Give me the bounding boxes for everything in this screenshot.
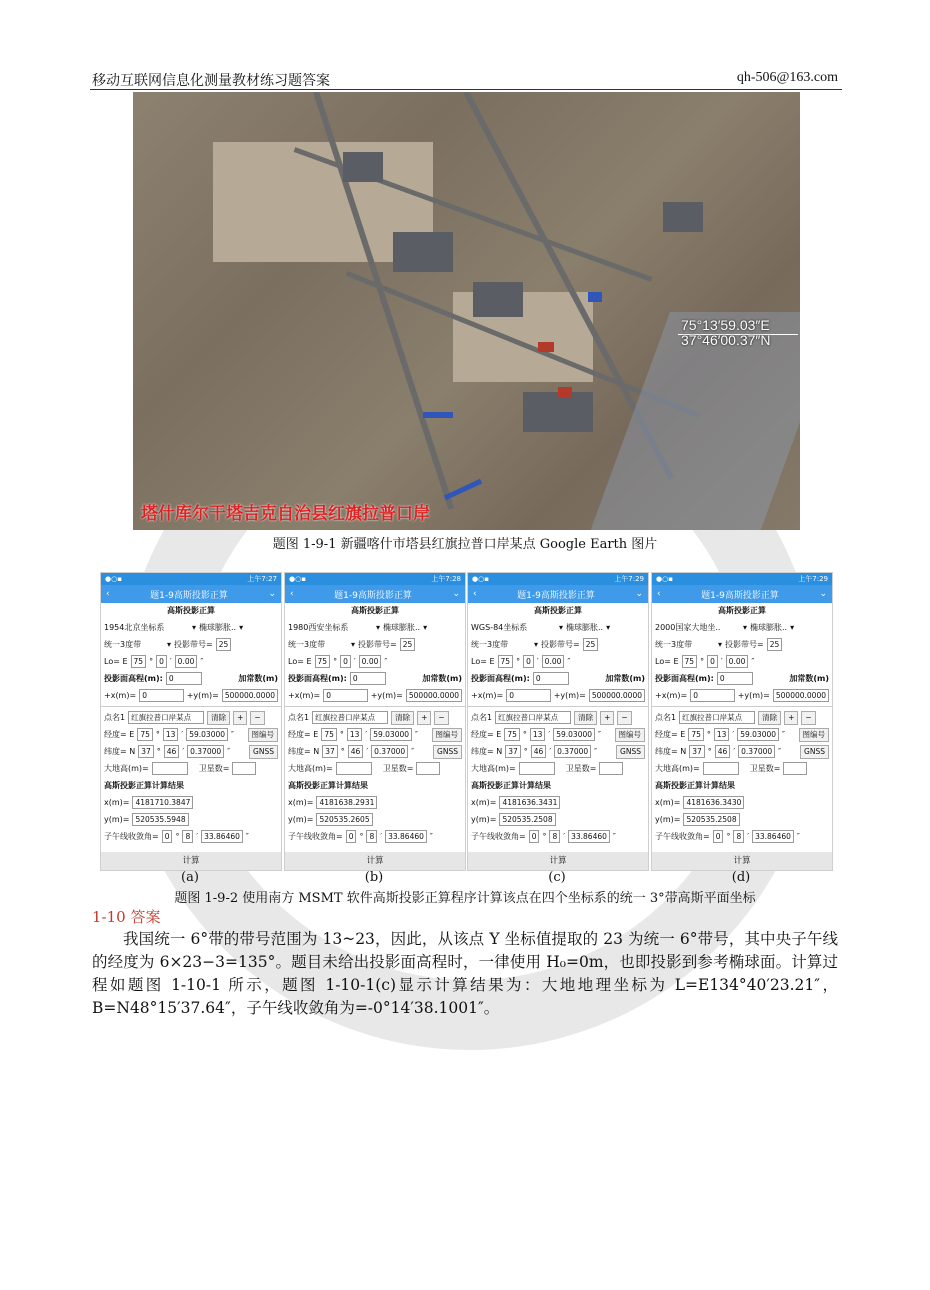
height-input[interactable]: 0 [533, 672, 569, 685]
title-bar [468, 585, 648, 603]
coord-system-select[interactable]: 1954北京坐标系 [104, 623, 165, 632]
x-label: x(m)= [471, 798, 497, 807]
y-label: y(m)= [288, 815, 314, 824]
y-label: y(m)= [655, 815, 681, 824]
y-result: 520535.2508 [683, 813, 739, 826]
lon-second-input[interactable]: 59.03000 [370, 728, 412, 741]
status-icons: ●○▪ [656, 575, 673, 583]
x-result: 4181636.3431 [499, 796, 560, 809]
photo-overlay-text: 塔什库尔干塔吉克自治县红旗拉普口岸 [141, 504, 430, 524]
point-name-input[interactable]: 红旗拉普口岸某点 [679, 711, 755, 724]
chevron-down-icon[interactable]: ▾ [718, 640, 723, 649]
point-label: 点名1 [471, 713, 493, 722]
panel-letter: (d) [731, 870, 751, 885]
lo-label: Lo= E [655, 657, 679, 666]
ellipsoid-select[interactable]: 椭球膨胀.. [199, 623, 237, 632]
header-email: qh-506@163.com [736, 70, 838, 85]
lat-minute-input[interactable]: 46 [164, 745, 180, 758]
chevron-down-icon[interactable]: ▾ [790, 623, 795, 632]
chevron-down-icon[interactable]: ▾ [239, 623, 244, 632]
chevron-down-icon[interactable]: ▾ [559, 623, 564, 632]
zone-input[interactable]: 25 [216, 638, 232, 651]
app-screenshot: ●○▪ 上午7:27 ‹ 题1-9高斯投影正算 ⌄ 高斯投影正算 1954北京坐标系 ▾ 椭球膨胀.. ▾ 统一3度带 ▾ 投影带号= 25 Lo= E 75 ° 0 ′ 0.00 ″ 投影面高程(m): 0 加常数(m) +x(m)= 0 +y(m)= 500000.0000 点名1 红旗拉普口岸某点 清除 + − 经度= E 75 ° 13 ′ 59.03000 ″ 图编号 纬度= N 37 ° 46 ′ 0.37000 ″ GNSS 大地高(m)= 卫星数= 高斯投影正算计算结果 x(m)= 4181710.3847 y(m)= 520535.5948 子午线收敛角= 0 ° 8 ′ 33.86460 ″ 计算 [100, 572, 282, 871]
title-bar [652, 585, 832, 603]
lo-minute-input[interactable]: 0 [523, 655, 534, 668]
convergence-label: 子午线收敛角= [655, 832, 710, 841]
point-name-input[interactable]: 红旗拉普口岸某点 [128, 711, 204, 724]
lat-second-input[interactable]: 0.37000 [738, 745, 775, 758]
x-result: 4181638.2931 [316, 796, 377, 809]
px-input[interactable]: 0 [323, 689, 368, 702]
clear-button[interactable]: 清除 [758, 711, 781, 725]
building [523, 392, 593, 432]
gnss-button[interactable]: GNSS [616, 745, 645, 759]
lat-label: 纬度= N [104, 747, 136, 756]
lon-degree-input[interactable]: 75 [504, 728, 520, 741]
height-label: 投影面高程(m): [104, 674, 163, 683]
lat-second-input[interactable]: 0.37000 [371, 745, 408, 758]
coord-system-select[interactable]: 2000国家大地坐.. [655, 623, 721, 632]
ellipsoid-select[interactable]: 椭球膨胀.. [750, 623, 788, 632]
back-icon[interactable]: ‹ [473, 589, 477, 599]
lo-label: Lo= E [471, 657, 495, 666]
collapse-icon[interactable]: ⌄ [452, 589, 460, 599]
geo-height-label: 大地高(m)= [288, 764, 333, 773]
zone-label: 投影带号= [358, 640, 397, 649]
screen-title: 题1-9高斯投影正算 [701, 590, 779, 601]
remove-button[interactable]: − [250, 711, 264, 725]
ellipsoid-select[interactable]: 椭球膨胀.. [566, 623, 604, 632]
satellite-label: 卫星数= [382, 764, 414, 773]
clear-button[interactable]: 清除 [207, 711, 230, 725]
title-bar [101, 585, 281, 603]
clear-button[interactable]: 清除 [574, 711, 597, 725]
zone-input[interactable]: 25 [583, 638, 599, 651]
add-const-label: 加常数(m) [422, 674, 462, 683]
lon-label: 经度= E [288, 730, 319, 739]
coord-label [681, 318, 770, 348]
remove-button[interactable]: − [434, 711, 448, 725]
coord-latitude: 37°46′00.37″N [681, 332, 771, 348]
section-heading: 高斯投影正算 [351, 606, 399, 615]
y-result: 520535.2508 [499, 813, 555, 826]
conv-degree: 0 [346, 830, 357, 843]
lo-second-input[interactable]: 0.00 [359, 655, 382, 668]
geo-height-input[interactable] [703, 762, 739, 775]
y-result: 520535.2605 [316, 813, 372, 826]
status-time: 上午7:29 [614, 575, 644, 583]
lat-minute-input[interactable]: 46 [348, 745, 364, 758]
lon-minute-input[interactable]: 13 [347, 728, 363, 741]
chevron-down-icon[interactable]: ▾ [423, 623, 428, 632]
x-label: x(m)= [655, 798, 681, 807]
status-icons: ●○▪ [105, 575, 122, 583]
lon-minute-input[interactable]: 13 [163, 728, 179, 741]
py-input[interactable]: 500000.0000 [222, 689, 278, 702]
conv-minute: 8 [366, 830, 377, 843]
lat-degree-input[interactable]: 37 [689, 745, 705, 758]
lon-degree-input[interactable]: 75 [137, 728, 153, 741]
height-label: 投影面高程(m): [655, 674, 714, 683]
remove-button[interactable]: − [801, 711, 815, 725]
map-number-button[interactable]: 图编号 [248, 728, 279, 742]
app-screenshot: ●○▪ 上午7:28 ‹ 题1-9高斯投影正算 ⌄ 高斯投影正算 1980西安坐标系 ▾ 椭球膨胀.. ▾ 统一3度带 ▾ 投影带号= 25 Lo= E 75 ° 0 ′ 0.00 ″ 投影面高程(m): 0 加常数(m) +x(m)= 0 +y(m)= 500000.0000 点名1 红旗拉普口岸某点 清除 + − 经度= E 75 ° 13 ′ 59.03000 ″ 图编号 纬度= N 37 ° 46 ′ 0.37000 ″ GNSS 大地高(m)= 卫星数= 高斯投影正算计算结果 x(m)= 4181638.2931 y(m)= 520535.2605 子午线收敛角= 0 ° 8 ′ 33.86460 ″ 计算 [284, 572, 466, 871]
add-button[interactable]: + [600, 711, 614, 725]
conv-minute: 8 [182, 830, 193, 843]
add-button[interactable]: + [417, 711, 431, 725]
conv-second: 33.86460 [568, 830, 610, 843]
lat-degree-input[interactable]: 37 [505, 745, 521, 758]
x-result: 4181710.3847 [132, 796, 193, 809]
convergence-label: 子午线收敛角= [104, 832, 159, 841]
py-input[interactable]: 500000.0000 [773, 689, 829, 702]
title-bar [285, 585, 465, 603]
add-button[interactable]: + [233, 711, 247, 725]
coord-system-select[interactable]: 1980西安坐标系 [288, 623, 349, 632]
chevron-down-icon[interactable]: ▾ [534, 640, 539, 649]
py-input[interactable]: 500000.0000 [589, 689, 645, 702]
point-label: 点名1 [104, 713, 126, 722]
lat-minute-input[interactable]: 46 [715, 745, 731, 758]
clear-button[interactable]: 清除 [391, 711, 414, 725]
status-bar [468, 573, 648, 585]
px-label: +x(m)= [655, 691, 688, 700]
add-const-label: 加常数(m) [789, 674, 829, 683]
map-number-button[interactable]: 图编号 [432, 728, 463, 742]
point-label: 点名1 [655, 713, 677, 722]
status-bar [285, 573, 465, 585]
lon-label: 经度= E [471, 730, 502, 739]
lo-second-input[interactable]: 0.00 [726, 655, 749, 668]
y-label: y(m)= [104, 815, 130, 824]
lat-label: 纬度= N [655, 747, 687, 756]
geo-height-label: 大地高(m)= [655, 764, 700, 773]
lo-label: Lo= E [288, 657, 312, 666]
py-label: +y(m)= [553, 691, 586, 700]
lo-second-input[interactable]: 0.00 [542, 655, 565, 668]
py-label: +y(m)= [186, 691, 219, 700]
conv-minute: 8 [733, 830, 744, 843]
lo-second-input[interactable]: 0.00 [175, 655, 198, 668]
calculate-button[interactable]: 计算 [468, 852, 648, 870]
conv-second: 33.86460 [201, 830, 243, 843]
divider [468, 706, 648, 707]
section-heading: 高斯投影正算 [718, 606, 766, 615]
calculate-button[interactable]: 计算 [285, 852, 465, 870]
screen-title: 题1-9高斯投影正算 [150, 590, 228, 601]
result-heading: 高斯投影正算计算结果 [655, 781, 735, 790]
zone-label: 投影带号= [725, 640, 764, 649]
satellite-input[interactable] [599, 762, 623, 775]
x-label: x(m)= [288, 798, 314, 807]
geo-height-label: 大地高(m)= [471, 764, 516, 773]
screen-title: 题1-9高斯投影正算 [517, 590, 595, 601]
result-heading: 高斯投影正算计算结果 [104, 781, 184, 790]
blue-roof [588, 292, 602, 302]
height-label: 投影面高程(m): [471, 674, 530, 683]
collapse-icon[interactable]: ⌄ [635, 589, 643, 599]
status-time: 上午7:28 [431, 575, 461, 583]
map-number-button[interactable]: 图编号 [799, 728, 830, 742]
section-title: 1-10 答案 [92, 908, 161, 926]
conv-second: 33.86460 [385, 830, 427, 843]
red-roof [538, 342, 554, 352]
ellipsoid-select[interactable]: 椭球膨胀.. [383, 623, 421, 632]
calculate-button[interactable]: 计算 [101, 852, 281, 870]
map-number-button[interactable]: 图编号 [615, 728, 646, 742]
divider [101, 706, 281, 707]
status-time: 上午7:29 [798, 575, 828, 583]
geo-height-input[interactable] [519, 762, 555, 775]
zone-input[interactable]: 25 [767, 638, 783, 651]
py-input[interactable]: 500000.0000 [406, 689, 462, 702]
blue-roof [444, 479, 482, 500]
panel-letter: (b) [364, 870, 384, 885]
px-label: +x(m)= [104, 691, 137, 700]
lon-degree-input[interactable]: 75 [688, 728, 704, 741]
zone-type-select[interactable]: 统一3度带 [288, 640, 326, 649]
status-time: 上午7:27 [247, 575, 277, 583]
coord-longitude: 75°13′59.03″E [681, 317, 770, 333]
satellite-input[interactable] [416, 762, 440, 775]
chevron-down-icon[interactable]: ▾ [376, 623, 381, 632]
back-icon[interactable]: ‹ [657, 589, 661, 599]
zone-type-select[interactable]: 统一3度带 [655, 640, 693, 649]
zone-input[interactable]: 25 [400, 638, 416, 651]
add-const-label: 加常数(m) [238, 674, 278, 683]
satellite-photo [133, 92, 800, 530]
point-label: 点名1 [288, 713, 310, 722]
lo-minute-input[interactable]: 0 [156, 655, 167, 668]
section-heading: 高斯投影正算 [167, 606, 215, 615]
coord-system-select[interactable]: WGS-84坐标系 [471, 623, 528, 632]
chevron-down-icon[interactable]: ▾ [167, 640, 172, 649]
lo-degree-input[interactable]: 75 [498, 655, 514, 668]
back-icon[interactable]: ‹ [106, 589, 110, 599]
chevron-down-icon[interactable]: ▾ [606, 623, 611, 632]
back-icon[interactable]: ‹ [290, 589, 294, 599]
header-rule [90, 89, 842, 90]
lon-second-input[interactable]: 59.03000 [737, 728, 779, 741]
lon-degree-input[interactable]: 75 [321, 728, 337, 741]
panel-letter: (a) [181, 870, 199, 885]
app-screenshot: ●○▪ 上午7:29 ‹ 题1-9高斯投影正算 ⌄ 高斯投影正算 WGS-84坐标系 ▾ 椭球膨胀.. ▾ 统一3度带 ▾ 投影带号= 25 Lo= E 75 ° 0 ′ 0.00 ″ 投影面高程(m): 0 加常数(m) +x(m)= 0 +y(m)= 500000.0000 点名1 红旗拉普口岸某点 清除 + − 经度= E 75 ° 13 ′ 59.03000 ″ 图编号 纬度= N 37 ° 46 ′ 0.37000 ″ GNSS 大地高(m)= 卫星数= 高斯投影正算计算结果 x(m)= 4181636.3431 y(m)= 520535.2508 子午线收敛角= 0 ° 8 ′ 33.86460 ″ 计算 [467, 572, 649, 871]
point-name-input[interactable]: 红旗拉普口岸某点 [495, 711, 571, 724]
building [663, 202, 703, 232]
conv-degree: 0 [713, 830, 724, 843]
py-label: +y(m)= [737, 691, 770, 700]
calculate-button[interactable]: 计算 [652, 852, 832, 870]
figure2-caption: 题图 1-9-2 使用南方 MSMT 软件高斯投影正算程序计算该点在四个坐标系的统一 3°带高斯平面坐标 [174, 891, 756, 906]
satellite-input[interactable] [232, 762, 256, 775]
blue-roof [423, 412, 453, 418]
answer-paragraph: 我国统一 6°带的带号范围为 13~23，因此，从该点 Y 坐标值提取的 23 为统一 6°带号，其中央子午线的经度为 6×23−3=135°。题目未给出投影面高程时，一律使用 H₀=0m，也即投影到参考椭球面。计算过程如题图 1-10-1 所示，题图 1-10-1(c)显示计算结果为：大地地理坐标为 L=E134°40′23.21″，B=N48°15′37.64″，子午线收敛角为=-0°14′38.1001″。 [92, 930, 838, 1017]
x-label: x(m)= [104, 798, 130, 807]
satellite-input[interactable] [783, 762, 807, 775]
height-input[interactable]: 0 [717, 672, 753, 685]
building [343, 152, 383, 182]
building [473, 282, 523, 317]
result-heading: 高斯投影正算计算结果 [471, 781, 551, 790]
screen-title: 题1-9高斯投影正算 [334, 590, 412, 601]
lo-minute-input[interactable]: 0 [707, 655, 718, 668]
lat-degree-input[interactable]: 37 [322, 745, 338, 758]
satellite-label: 卫星数= [565, 764, 597, 773]
geo-height-input[interactable] [336, 762, 372, 775]
height-input[interactable]: 0 [350, 672, 386, 685]
satellite-label: 卫星数= [749, 764, 781, 773]
lon-label: 经度= E [655, 730, 686, 739]
divider [285, 706, 465, 707]
building [393, 232, 453, 272]
y-result: 520535.5948 [132, 813, 188, 826]
zone-type-select[interactable]: 统一3度带 [471, 640, 509, 649]
status-bar [101, 573, 281, 585]
divider [652, 706, 832, 707]
height-label: 投影面高程(m): [288, 674, 347, 683]
lat-second-input[interactable]: 0.37000 [187, 745, 224, 758]
conv-minute: 8 [549, 830, 560, 843]
lo-degree-input[interactable]: 75 [131, 655, 147, 668]
y-label: y(m)= [471, 815, 497, 824]
geo-height-label: 大地高(m)= [104, 764, 149, 773]
conv-second: 33.86460 [752, 830, 794, 843]
figure1-caption: 题图 1-9-1 新疆喀什市塔县红旗拉普口岸某点 Google Earth 图片 [272, 537, 658, 552]
lat-degree-input[interactable]: 37 [138, 745, 154, 758]
lo-minute-input[interactable]: 0 [340, 655, 351, 668]
gnss-button[interactable]: GNSS [800, 745, 829, 759]
px-input[interactable]: 0 [506, 689, 551, 702]
py-label: +y(m)= [370, 691, 403, 700]
chevron-down-icon[interactable]: ▾ [743, 623, 748, 632]
lat-second-input[interactable]: 0.37000 [554, 745, 591, 758]
zone-label: 投影带号= [174, 640, 213, 649]
px-label: +x(m)= [471, 691, 504, 700]
lon-label: 经度= E [104, 730, 135, 739]
status-icons: ●○▪ [289, 575, 306, 583]
gnss-button[interactable]: GNSS [433, 745, 462, 759]
lat-label: 纬度= N [288, 747, 320, 756]
header-title: 移动互联网信息化测量教材练习题答案 [92, 73, 330, 89]
panel-letter: (c) [548, 870, 566, 885]
lat-label: 纬度= N [471, 747, 503, 756]
px-input[interactable]: 0 [690, 689, 735, 702]
conv-degree: 0 [162, 830, 173, 843]
add-const-label: 加常数(m) [605, 674, 645, 683]
app-screenshot: ●○▪ 上午7:29 ‹ 题1-9高斯投影正算 ⌄ 高斯投影正算 2000国家大地坐.. ▾ 椭球膨胀.. ▾ 统一3度带 ▾ 投影带号= 25 Lo= E 75 ° 0 ′ 0.00 ″ 投影面高程(m): 0 加常数(m) +x(m)= 0 +y(m)= 500000.0000 点名1 红旗拉普口岸某点 清除 + − 经度= E 75 ° 13 ′ 59.03000 ″ 图编号 纬度= N 37 ° 46 ′ 0.37000 ″ GNSS 大地高(m)= 卫星数= 高斯投影正算计算结果 x(m)= 4181636.3430 y(m)= 520535.2508 子午线收敛角= 0 ° 8 ′ 33.86460 ″ 计算 [651, 572, 833, 871]
lon-second-input[interactable]: 59.03000 [553, 728, 595, 741]
px-input[interactable]: 0 [139, 689, 184, 702]
chevron-down-icon[interactable]: ▾ [192, 623, 197, 632]
lo-degree-input[interactable]: 75 [682, 655, 698, 668]
collapse-icon[interactable]: ⌄ [268, 589, 276, 599]
section-heading: 高斯投影正算 [534, 606, 582, 615]
lon-minute-input[interactable]: 13 [530, 728, 546, 741]
zone-label: 投影带号= [541, 640, 580, 649]
point-name-input[interactable]: 红旗拉普口岸某点 [312, 711, 388, 724]
lon-second-input[interactable]: 59.03000 [186, 728, 228, 741]
lon-minute-input[interactable]: 13 [714, 728, 730, 741]
red-roof [558, 387, 572, 397]
result-heading: 高斯投影正算计算结果 [288, 781, 368, 790]
gnss-button[interactable]: GNSS [249, 745, 278, 759]
geo-height-input[interactable] [152, 762, 188, 775]
remove-button[interactable]: − [617, 711, 631, 725]
chevron-down-icon[interactable]: ▾ [351, 640, 356, 649]
collapse-icon[interactable]: ⌄ [819, 589, 827, 599]
lo-label: Lo= E [104, 657, 128, 666]
px-label: +x(m)= [288, 691, 321, 700]
convergence-label: 子午线收敛角= [288, 832, 343, 841]
zone-type-select[interactable]: 统一3度带 [104, 640, 142, 649]
status-icons: ●○▪ [472, 575, 489, 583]
lat-minute-input[interactable]: 46 [531, 745, 547, 758]
convergence-label: 子午线收敛角= [471, 832, 526, 841]
conv-degree: 0 [529, 830, 540, 843]
add-button[interactable]: + [784, 711, 798, 725]
status-bar [652, 573, 832, 585]
lo-degree-input[interactable]: 75 [315, 655, 331, 668]
height-input[interactable]: 0 [166, 672, 202, 685]
satellite-label: 卫星数= [198, 764, 230, 773]
x-result: 4181636.3430 [683, 796, 744, 809]
